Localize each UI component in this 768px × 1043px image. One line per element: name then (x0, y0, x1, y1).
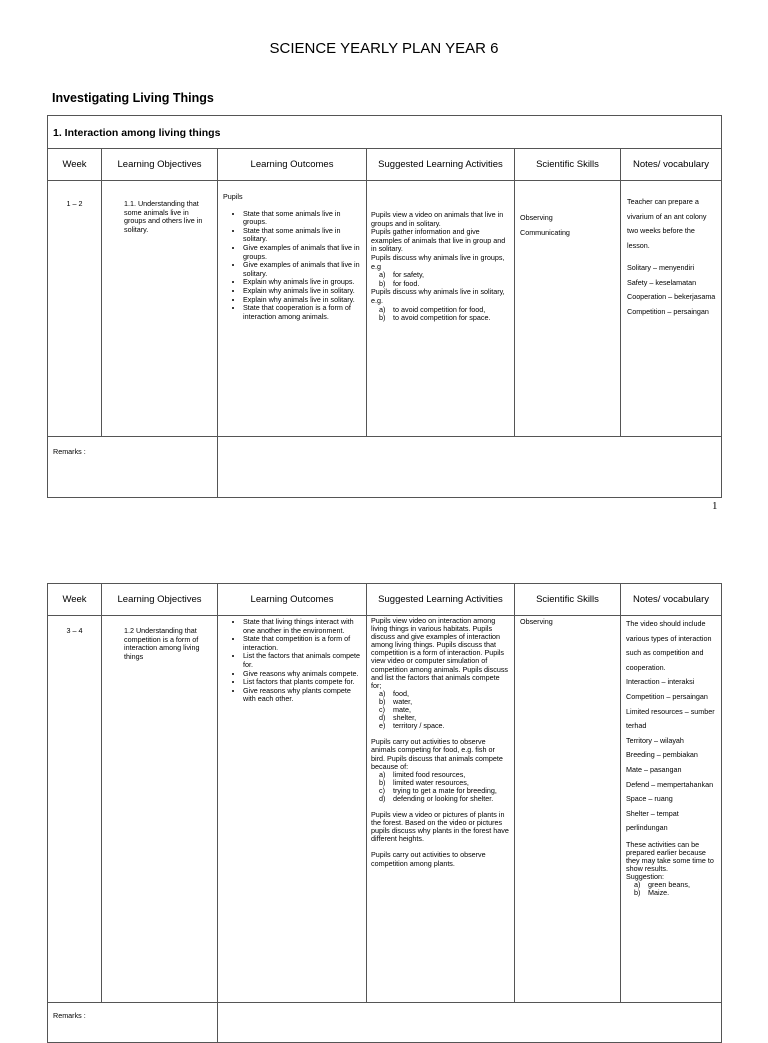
vocab-item: Competition – persaingan (627, 306, 709, 316)
vocab-item: Safety – keselamatan (627, 277, 697, 287)
activity-list-item: b) limited water resources, (379, 777, 469, 787)
header-week: Week (48, 584, 102, 616)
activity-text: Pupils carry out activities to observe animals competing for food, e.g. fish or bird. Pupils discuss that animals compete because of: (371, 737, 503, 771)
vocab-item: Cooperation – bekerjasama (627, 292, 716, 301)
page-number: 1 (712, 500, 718, 512)
header-notes-vocabulary: Notes/ vocabulary (621, 584, 722, 616)
learning-objective-cell: 1.2 Understanding that competition is a form of interaction among living things (102, 616, 218, 1003)
vocab-item: Competition – persaingan (626, 691, 708, 701)
document-title: SCIENCE YEARLY PLAN YEAR 6 (269, 40, 499, 57)
outcome-item: • List factors that plants compete for. (243, 678, 362, 687)
outcomes-intro: Pupils (223, 192, 243, 201)
activity-list-item: e) territory / space. (379, 721, 445, 731)
header-scientific-skills: Scientific Skills (515, 149, 621, 181)
learning-outcomes-cell (218, 616, 367, 1003)
week-cell: 3 – 4 (48, 616, 102, 1003)
header-suggested-activities: Suggested Learning Activities (367, 149, 515, 181)
remarks-label: Remarks : (48, 1003, 218, 1043)
activity-list-item: a) for safety, (379, 270, 425, 280)
note-text: Suggestion: (626, 871, 664, 881)
suggested-activities-cell (367, 616, 515, 1003)
activity-list-item: a) limited food resources, (379, 769, 466, 779)
plan-table-1 (47, 115, 722, 498)
vocab-item: Space – ruang (626, 794, 673, 804)
outcome-item: • State that competition is a form of interaction. (243, 635, 362, 652)
header-scientific-skills: Scientific Skills (515, 584, 621, 616)
activity-list-item: b) for food. (379, 278, 420, 288)
header-learning-objectives: Learning Objectives (102, 584, 218, 616)
activity-text: Pupils discuss why animals live in groups, e.g (371, 252, 505, 271)
vocab-item: Solitary – menyendiri (627, 263, 695, 272)
note-text: These activities can be prepared earlier because they may take some time to show results. (626, 839, 714, 873)
vocab-item: Defend – mempertahankan (626, 779, 714, 789)
activity-list-item: d) defending or looking for shelter. (379, 793, 494, 803)
outcome-item: • State that cooperation is a form of interaction among animals. (243, 304, 362, 321)
activity-list-item: a) to avoid competition for food, (379, 304, 486, 314)
header-week: Week (48, 149, 102, 181)
outcome-item: • Give examples of animals that live in solitary. (243, 261, 362, 278)
activity-text: Pupils carry out activities to observe competition among plants. (371, 850, 486, 868)
outcome-item: • Give reasons why plants compete with each other. (243, 687, 362, 704)
skill-item: Observing (520, 617, 553, 626)
header-notes-vocabulary: Notes/ vocabulary (621, 149, 722, 181)
note-text: The video should include various types of interaction such as competition and cooperation. (626, 619, 712, 672)
activity-list-item: c) trying to get a mate for breeding, (379, 785, 497, 795)
outcome-item: • Explain why animals live in solitary. (243, 296, 362, 305)
suggested-activities-cell (367, 181, 515, 437)
activity-list-item: d) shelter, (379, 713, 417, 723)
outcome-item: • List the factors that animals compete for. (243, 652, 362, 669)
header-learning-outcomes: Learning Outcomes (218, 149, 367, 181)
learning-outcomes-cell (218, 181, 367, 437)
week-cell: 1 – 2 (48, 181, 102, 437)
skill-item: Communicating (520, 228, 570, 237)
header-learning-objectives: Learning Objectives (102, 149, 218, 181)
learning-objective-cell: 1.1. Understanding that some animals live in groups and others live in solitary. (102, 181, 218, 437)
activity-list-item: b) water, (379, 696, 413, 706)
vocab-item: Mate – pasangan (626, 764, 682, 774)
activity-text: Pupils view a video or pictures of plants in the forest. Based on the video or pictures pupils discuss why plants in the forest have different heights. (371, 810, 509, 844)
scientific-skills-cell (515, 616, 621, 1003)
skill-item: Observing (520, 213, 553, 222)
outcome-item: • State that some animals live in groups. (243, 210, 362, 227)
remarks-label: Remarks : (48, 437, 218, 498)
remarks-cell (218, 1003, 722, 1043)
outcome-item: • Give examples of animals that live in groups. (243, 244, 362, 261)
activity-list-item: c) mate, (379, 705, 411, 715)
vocab-item: Shelter – tempat perlindungan (626, 808, 679, 833)
vocab-item: Territory – wilayah (626, 735, 684, 745)
remarks-cell (218, 437, 722, 498)
section-title: 1. Interaction among living things (48, 116, 722, 149)
scientific-skills-cell (515, 181, 621, 437)
vocab-item: Interaction – interaksi (626, 677, 695, 687)
vocab-item: Limited resources – sumber terhad (626, 706, 715, 731)
outcome-item: • State that some animals live in solitary. (243, 227, 362, 244)
theme-heading: Investigating Living Things (52, 91, 214, 105)
outcome-item: • State that living things interact with one another in the environment. (243, 618, 362, 635)
suggestion-item: a) green beans, (634, 879, 690, 889)
notes-cell (621, 616, 722, 1003)
outcome-item: • Explain why animals live in groups. (243, 278, 362, 287)
activity-text: Pupils view a video on animals that live in groups and in solitary. (371, 210, 504, 228)
note-text: Teacher can prepare a vivarium of an ant colony two weeks before the lesson. (627, 197, 707, 250)
plan-table-2 (47, 583, 722, 1043)
activity-text: Pupils gather information and give examples of animals that live in group and in solitary. (371, 227, 506, 254)
activity-list-item: a) food, (379, 688, 409, 698)
header-learning-outcomes: Learning Outcomes (218, 584, 367, 616)
outcome-item: • Explain why animals live in solitary. (243, 287, 362, 296)
suggestion-item: b) Maize. (634, 887, 670, 897)
notes-cell (621, 181, 722, 437)
activity-list-item: b) to avoid competition for space. (379, 313, 491, 323)
header-suggested-activities: Suggested Learning Activities (367, 584, 515, 616)
activity-text: Pupils view video on interaction among living things in various habitats. Pupils discuss and give examples of interaction among living things. Pupils discuss that competition is a form of interaction. Pupils view video or computer simulation of competition among animals. Pupils discuss and list the factors that animals compete for; (371, 616, 509, 690)
activity-text: Pupils discuss why animals live in solitary, e.g. (371, 287, 505, 305)
outcome-item: • Give reasons why animals compete. (243, 670, 362, 679)
vocab-item: Breeding – pembiakan (626, 750, 698, 760)
